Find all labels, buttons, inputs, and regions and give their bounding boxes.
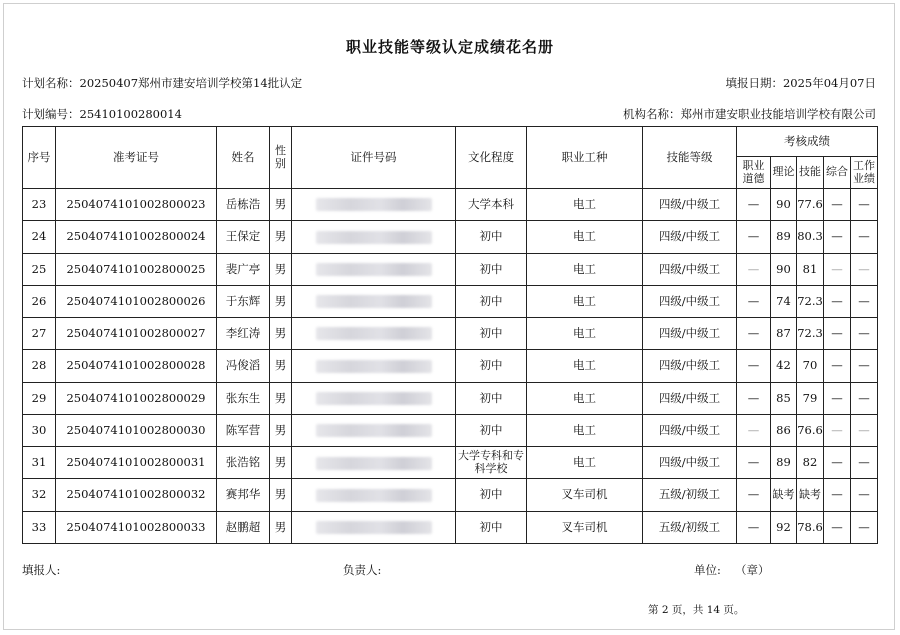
cell-exam-no: 2504074101002800024	[56, 221, 217, 253]
cell-education: 初中	[456, 382, 527, 414]
redacted-id	[316, 231, 432, 244]
cell-theory: 90	[771, 253, 797, 285]
table-row	[23, 350, 878, 382]
cell-skill: 80.3	[797, 221, 824, 253]
cell-id-no	[292, 479, 456, 511]
redacted-id	[316, 327, 432, 340]
cell-exam-no: 2504074101002800025	[56, 253, 217, 285]
header-gender: 性别	[270, 127, 292, 189]
cell-gender: 男	[270, 350, 292, 382]
cell-gender: 男	[270, 382, 292, 414]
cell-theory: 90	[771, 189, 797, 221]
plan-number-label: 计划编号：	[22, 107, 80, 121]
cell-exam-no: 2504074101002800023	[56, 189, 217, 221]
plan-name-label: 计划名称：	[22, 76, 80, 90]
cell-ethics: —	[737, 447, 771, 479]
table-row	[23, 382, 878, 414]
cell-education: 初中	[456, 221, 527, 253]
cell-exam-no: 2504074101002800029	[56, 382, 217, 414]
redacted-id	[316, 424, 432, 437]
cell-ethics: —	[737, 511, 771, 543]
cell-occupation: 叉车司机	[527, 479, 643, 511]
cell-skill: 79	[797, 382, 824, 414]
cell-theory: 缺考	[771, 479, 797, 511]
org-name-value: 郑州市建安职业技能培训学校有限公司	[680, 107, 876, 121]
cell-id-no	[292, 189, 456, 221]
cell-name: 裴广亭	[217, 253, 270, 285]
cell-name: 于东辉	[217, 285, 270, 317]
cell-id-no	[292, 253, 456, 285]
cell-name: 王保定	[217, 221, 270, 253]
table-row	[23, 318, 878, 350]
cell-level: 四级/中级工	[643, 253, 737, 285]
cell-education: 大学专科和专科学校	[456, 447, 527, 479]
cell-exam-no: 2504074101002800028	[56, 350, 217, 382]
cell-overall: —	[824, 285, 851, 317]
redacted-id	[316, 263, 432, 276]
cell-name: 赵鹏超	[217, 511, 270, 543]
cell-ethics: —	[737, 382, 771, 414]
cell-work: —	[851, 253, 878, 285]
cell-work: —	[851, 447, 878, 479]
cell-education: 初中	[456, 414, 527, 446]
seal-label: （章）	[735, 563, 770, 577]
cell-skill: 77.6	[797, 189, 824, 221]
cell-level: 四级/中级工	[643, 382, 737, 414]
cell-exam-no: 2504074101002800030	[56, 414, 217, 446]
cell-ethics: —	[737, 479, 771, 511]
cell-occupation: 电工	[527, 189, 643, 221]
cell-ethics: —	[737, 253, 771, 285]
cell-overall: —	[824, 318, 851, 350]
cell-seq: 26	[23, 285, 56, 317]
cell-overall: —	[824, 447, 851, 479]
header-education: 文化程度	[456, 127, 527, 189]
cell-seq: 30	[23, 414, 56, 446]
cell-level: 四级/中级工	[643, 350, 737, 382]
header-ethics: 职业道德	[737, 157, 771, 189]
cell-occupation: 电工	[527, 285, 643, 317]
header-seq: 序号	[23, 127, 56, 189]
table-row	[23, 479, 878, 511]
cell-gender: 男	[270, 189, 292, 221]
cell-exam-no: 2504074101002800032	[56, 479, 217, 511]
cell-occupation: 电工	[527, 382, 643, 414]
cell-seq: 27	[23, 318, 56, 350]
cell-gender: 男	[270, 221, 292, 253]
table-row	[23, 511, 878, 543]
cell-ethics: —	[737, 221, 771, 253]
cell-seq: 25	[23, 253, 56, 285]
cell-theory: 92	[771, 511, 797, 543]
table-row	[23, 221, 878, 253]
cell-level: 四级/中级工	[643, 447, 737, 479]
fill-date-value: 2025年04月07日	[782, 76, 876, 90]
cell-education: 初中	[456, 511, 527, 543]
cell-gender: 男	[270, 447, 292, 479]
cell-gender: 男	[270, 318, 292, 350]
cell-name: 李红涛	[217, 318, 270, 350]
cell-name: 赛邦华	[217, 479, 270, 511]
cell-name: 岳栋浩	[217, 189, 270, 221]
cell-seq: 28	[23, 350, 56, 382]
cell-work: —	[851, 511, 878, 543]
redacted-id	[316, 392, 432, 405]
cell-id-no	[292, 447, 456, 479]
cell-occupation: 电工	[527, 447, 643, 479]
header-occupation: 职业工种	[527, 127, 643, 189]
cell-gender: 男	[270, 414, 292, 446]
cell-skill: 78.6	[797, 511, 824, 543]
cell-work: —	[851, 350, 878, 382]
cell-name: 冯俊滔	[217, 350, 270, 382]
cell-id-no	[292, 414, 456, 446]
cell-level: 四级/中级工	[643, 221, 737, 253]
redacted-id	[316, 198, 432, 211]
cell-gender: 男	[270, 479, 292, 511]
cell-level: 四级/中级工	[643, 189, 737, 221]
cell-overall: —	[824, 382, 851, 414]
redacted-id	[316, 489, 432, 502]
cell-id-no	[292, 285, 456, 317]
cell-theory: 87	[771, 318, 797, 350]
header-id-no: 证件号码	[292, 127, 456, 189]
cell-id-no	[292, 318, 456, 350]
cell-work: —	[851, 285, 878, 317]
cell-work: —	[851, 382, 878, 414]
cell-skill: 76.6	[797, 414, 824, 446]
cell-level: 四级/中级工	[643, 285, 737, 317]
cell-education: 初中	[456, 479, 527, 511]
cell-exam-no: 2504074101002800033	[56, 511, 217, 543]
cell-overall: —	[824, 189, 851, 221]
cell-education: 大学本科	[456, 189, 527, 221]
cell-overall: —	[824, 511, 851, 543]
page-title: 职业技能等级认定成绩花名册	[345, 38, 554, 56]
cell-id-no	[292, 382, 456, 414]
cell-level: 四级/中级工	[643, 414, 737, 446]
cell-work: —	[851, 189, 878, 221]
header-skill: 技能	[797, 157, 824, 189]
cell-exam-no: 2504074101002800026	[56, 285, 217, 317]
cell-theory: 42	[771, 350, 797, 382]
cell-work: —	[851, 414, 878, 446]
table-row	[23, 447, 878, 479]
cell-education: 初中	[456, 318, 527, 350]
cell-gender: 男	[270, 253, 292, 285]
cell-work: —	[851, 479, 878, 511]
cell-skill: 82	[797, 447, 824, 479]
header-work-performance: 工作业绩	[851, 157, 878, 189]
fill-date	[725, 75, 876, 91]
cell-ethics: —	[737, 318, 771, 350]
cell-seq: 23	[23, 189, 56, 221]
table-row	[23, 253, 878, 285]
responsible-label: 负责人:	[343, 563, 382, 577]
cell-exam-no: 2504074101002800031	[56, 447, 217, 479]
org-name-label: 机构名称：	[623, 107, 681, 121]
cell-overall: —	[824, 414, 851, 446]
page-indicator: 第 2 页，共 14 页。	[648, 604, 745, 616]
cell-occupation: 电工	[527, 414, 643, 446]
unit-label: 单位:	[694, 563, 721, 577]
cell-gender: 男	[270, 285, 292, 317]
cell-occupation: 叉车司机	[527, 511, 643, 543]
cell-overall: —	[824, 479, 851, 511]
cell-level: 五级/初级工	[643, 479, 737, 511]
header-exam-no: 准考证号	[56, 127, 217, 189]
cell-id-no	[292, 221, 456, 253]
header-level: 技能等级	[643, 127, 737, 189]
cell-overall: —	[824, 350, 851, 382]
cell-skill: 81	[797, 253, 824, 285]
cell-ethics: —	[737, 189, 771, 221]
header-assessment: 考核成绩	[737, 127, 878, 157]
cell-skill: 70	[797, 350, 824, 382]
cell-ethics: —	[737, 350, 771, 382]
header-name: 姓名	[217, 127, 270, 189]
cell-theory: 85	[771, 382, 797, 414]
cell-exam-no: 2504074101002800027	[56, 318, 217, 350]
cell-theory: 89	[771, 221, 797, 253]
redacted-id	[316, 295, 432, 308]
cell-seq: 33	[23, 511, 56, 543]
header-overall: 综合	[824, 157, 851, 189]
cell-occupation: 电工	[527, 350, 643, 382]
cell-education: 初中	[456, 253, 527, 285]
plan-name	[22, 75, 302, 91]
cell-overall: —	[824, 253, 851, 285]
cell-level: 四级/中级工	[643, 318, 737, 350]
cell-level: 五级/初级工	[643, 511, 737, 543]
cell-skill: 72.3	[797, 285, 824, 317]
plan-number	[22, 106, 182, 122]
cell-skill: 72.3	[797, 318, 824, 350]
cell-seq: 29	[23, 382, 56, 414]
cell-seq: 24	[23, 221, 56, 253]
cell-id-no	[292, 350, 456, 382]
fill-date-label: 填报日期：	[725, 76, 783, 90]
table-row	[23, 189, 878, 221]
cell-seq: 31	[23, 447, 56, 479]
cell-education: 初中	[456, 350, 527, 382]
cell-ethics: —	[737, 414, 771, 446]
table-row	[23, 414, 878, 446]
cell-occupation: 电工	[527, 318, 643, 350]
cell-theory: 74	[771, 285, 797, 317]
header-theory: 理论	[771, 157, 797, 189]
cell-id-no	[292, 511, 456, 543]
cell-occupation: 电工	[527, 253, 643, 285]
org-name	[623, 106, 876, 122]
cell-theory: 86	[771, 414, 797, 446]
cell-name: 张浩铭	[217, 447, 270, 479]
cell-theory: 89	[771, 447, 797, 479]
cell-skill: 缺考	[797, 479, 824, 511]
cell-name: 张东生	[217, 382, 270, 414]
cell-education: 初中	[456, 285, 527, 317]
cell-gender: 男	[270, 511, 292, 543]
score-table	[22, 126, 878, 544]
cell-name: 陈军营	[217, 414, 270, 446]
filler-label: 填报人:	[22, 563, 61, 577]
table-row	[23, 285, 878, 317]
plan-name-value: 20250407郑州市建安培训学校第14批认定	[79, 76, 303, 90]
cell-work: —	[851, 318, 878, 350]
redacted-id	[316, 457, 432, 470]
plan-number-value: 25410100280014	[79, 107, 182, 121]
cell-occupation: 电工	[527, 221, 643, 253]
cell-overall: —	[824, 221, 851, 253]
redacted-id	[316, 521, 432, 534]
cell-ethics: —	[737, 285, 771, 317]
redacted-id	[316, 360, 432, 373]
cell-seq: 32	[23, 479, 56, 511]
cell-work: —	[851, 221, 878, 253]
